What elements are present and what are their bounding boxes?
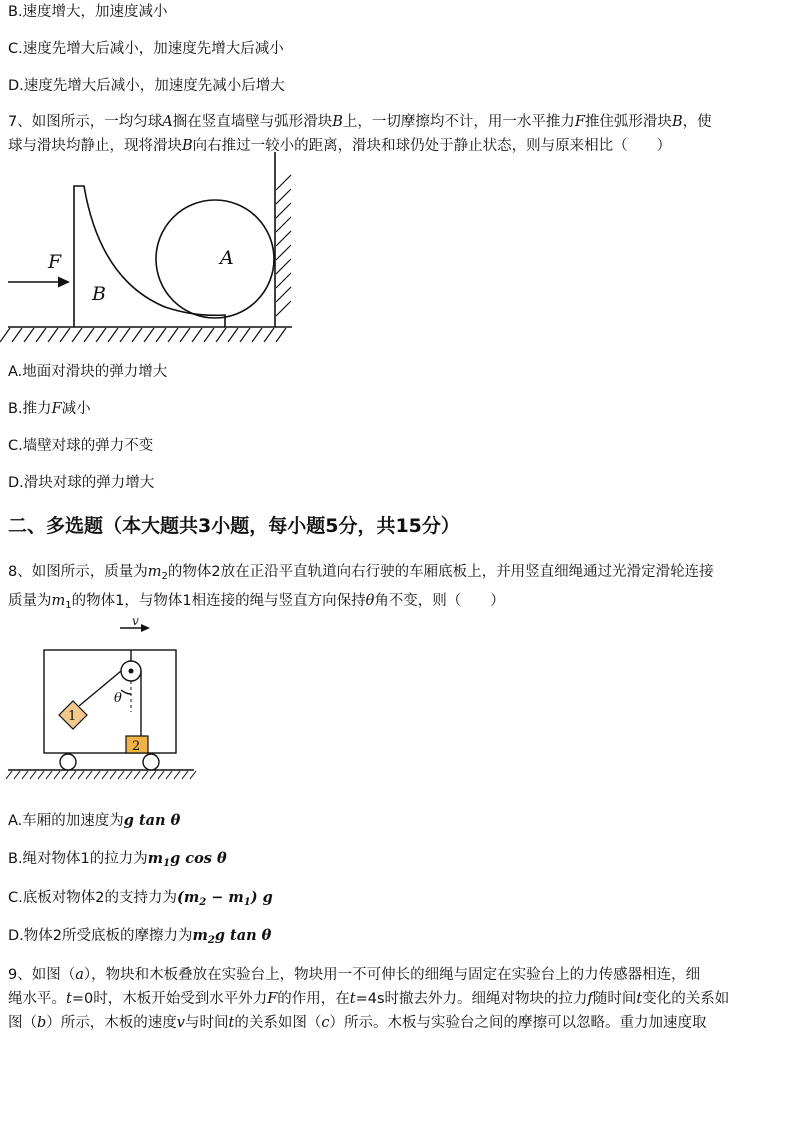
section-title: 二、多选题（本大题共3小题，每小题5分，共15分） [8, 515, 460, 537]
label-b: B [92, 283, 106, 305]
slider-block [74, 186, 225, 327]
q7-option-d: D.滑块对球的弹力增大 [8, 475, 155, 491]
label-v: v [132, 614, 139, 628]
label-theta: θ [114, 691, 122, 706]
wall-hatching [276, 175, 291, 316]
label-a: A [220, 247, 234, 269]
push-arrow-head [58, 277, 70, 288]
theta-arc [121, 690, 131, 694]
ground-hatching [0, 328, 286, 342]
label-block-1: 1 [68, 709, 77, 724]
label-f: F [48, 251, 62, 273]
carriage-box [44, 650, 176, 753]
pulley-axle [129, 669, 134, 674]
velocity-arrow-head [141, 624, 150, 632]
track-hatching [6, 771, 196, 779]
q8-figure [0, 612, 210, 792]
q6-option-d: D.速度先增大后减小，加速度先减小后增大 [8, 78, 285, 94]
label-block-2: 2 [132, 739, 141, 754]
q9-stem: 9、如图（a），物块和木板叠放在实验台上，物块用一不可伸长的细绳与固定在实验台上的力传感器相连，细 绳水平。t=0时，木板开始受到水平外力F的作用，在t=4s时撤去外力。细绳对物块的拉力f随时间t变化的关系如 图（b）所示，木板的速度v与时间t的关系如图（c）所示。木板与实验台之间的摩擦可以忽略。重力加速度取 [8, 967, 730, 1031]
q8-option-a: A.车厢的加速度为g tan θ [8, 812, 181, 829]
q7-option-a: A.地面对滑块的弹力增大 [8, 364, 168, 380]
q6-option-b: B.速度增大，加速度减小 [8, 4, 168, 20]
wheel-right [143, 754, 159, 770]
q8-option-b: B.绳对物体1的拉力为$m_1g$ cos θ [8, 850, 227, 869]
q7-stem: 7、如图所示，一均匀球A搁在竖直墙壁与弧形滑块B上，一切摩擦均不计，用一水平推力F推住弧形滑块B，使 球与滑块均静止，现将滑块B向右推过一较小的距离，滑块和球仍处于静止状态，则与原来相比（ ） [8, 114, 712, 154]
q6-option-c: C.速度先增大后减小，加速度先增大后减小 [8, 41, 284, 57]
q7-option-c: C.墙壁对球的弹力不变 [8, 438, 154, 454]
q8-option-c: C.底板对物体2的支持力为$(m_2 - m_1)$ g [8, 889, 273, 908]
q8-stem: 8、如图所示，质量为$m_2$的物体2放在正沿平直轨道向右行驶的车厢底板上，并用竖直细绳通过光滑定滑轮连接 质量为$m_1$的物体1，与物体1相连接的绳与竖直方向保持θ角不变，则（ ） [8, 564, 714, 611]
wheel-left [60, 754, 76, 770]
q7-option-b: B.推力F减小 [8, 401, 91, 417]
q8-option-d: D.物体2所受底板的摩擦力为$m_2g$ tan θ [8, 927, 272, 946]
q7-figure [0, 150, 300, 350]
ball [156, 200, 274, 318]
